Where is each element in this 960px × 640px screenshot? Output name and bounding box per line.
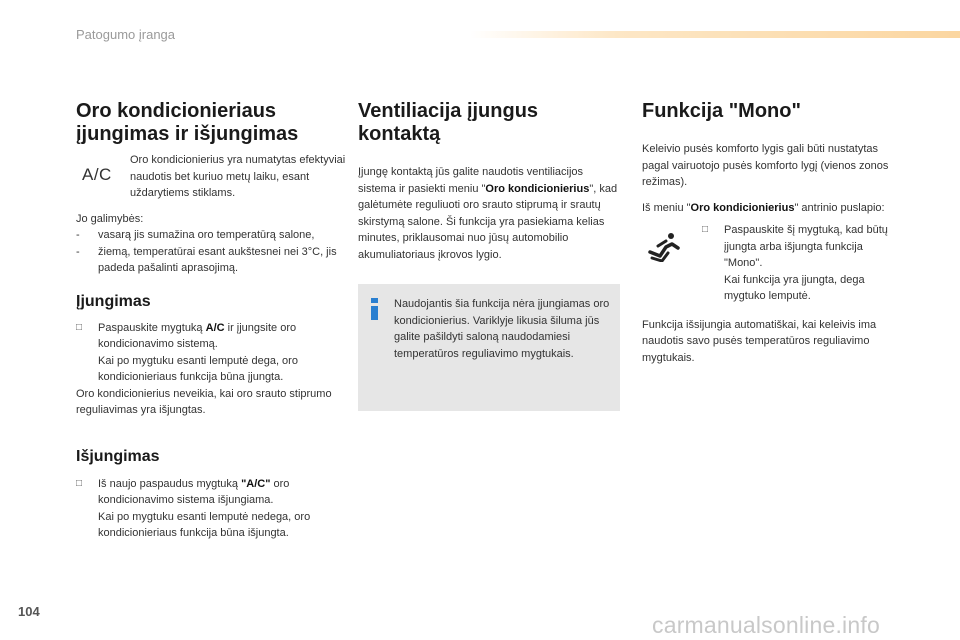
option-item: - vasarą jis sumažina oro temperatūrą salone, [76,229,315,241]
mono-step-text: Paspauskite šį mygtuką, kad būtų įjungta arba išjungta funkcija "Mono". [724,224,888,269]
page-number: 104 [18,604,40,619]
ventilation-section [358,100,623,263]
ac-button-icon: A/C [82,165,112,184]
off-step-note: Kai po mygtuku esanti lemputė nedega, oro kondicionieriaus funkcija būna išjungta. [98,510,311,539]
info-note-text: Naudojantis šia funkcija nėra įjungiamas oro kondicionierius. Variklyje likusia šiluma jūs galite pašildyti saloną naudodamiesi temperatūros reguliavimo mygtukais. [394,298,610,360]
on-step: □ Paspauskite mygtuką A/C ir įjungsite oro kondicionavimo sistemą. Kai po mygtuku esanti lemputė dega, oro kondicionieriaus funkcija būna įjungta. [76,320,346,386]
mono-step [642,222,892,305]
mono-heading: Funkcija "Mono" [642,100,801,122]
ventilation-heading: Ventiliacija įjungus kontaktą [358,100,539,145]
section-title: Patogumo įranga [76,27,176,42]
options-label: Jo galimybės: [76,212,144,225]
mono-menu-text: Iš meniu "Oro kondicionierius" antrinio puslapio: [642,201,885,214]
ac-heading: Oro kondicionieriaus įjungimas ir išjungimas [76,100,299,145]
ventilation-text: Įjungę kontaktą jūs galite naudotis ventiliacijos sistema ir pasiekti meniu "Oro kondicionierius", kad galėtumėte reguliuoti oro srauto stiprumą ir srautų skirstymą salone. Ši funkcija yra pasiekiama kelias minutes, priklausomai nuo jūsų automobilio akumuliatoriaus įkrovos lygio. [358,166,618,261]
on-step-note: Kai po mygtuku esanti lemputė dega, oro kondicionieriaus funkcija būna įjungta. [98,354,298,383]
watermark: carmanualsonline.info [652,612,880,638]
option-item: - žiemą, temperatūrai esant aukštesnei nei 3°C, jis padeda pašalinti aprasojimą. [76,245,337,274]
mono-closing: Funkcija išsijungia automatiškai, kai keleivis ima naudotis savo pusės temperatūros reguliavimo mygtukais. [642,318,877,364]
off-step: □ Iš naujo paspaudus mygtuką "A/C" oro kondicionavimo sistema išjungiama. Kai po mygtuku esanti lemputė nedega, oro kondicionieriaus funkcija būna išjungta. [76,476,346,542]
info-note-box [358,284,620,411]
mono-section [642,100,892,366]
ac-section [76,100,346,542]
header-accent-bar [470,31,960,38]
ac-intro-block [76,152,346,202]
info-icon [370,298,380,322]
on-note: Oro kondicionierius neveikia, kai oro srauto stiprumo reguliavimas yra išjungtas. [76,387,332,416]
off-heading: Išjungimas [76,447,160,465]
seat-mono-icon [642,222,702,305]
on-heading: Įjungimas [76,292,151,310]
mono-intro: Keleivio pusės komforto lygis gali būti nustatytas pagal vairuotojo pusės komforto lygį (vienos zonos režimas). [642,143,889,188]
checkbox-bullet-icon: □ [76,477,83,489]
checkbox-bullet-icon: □ [702,224,709,235]
checkbox-bullet-icon: □ [76,321,83,333]
ac-intro-text: Oro kondicionierius yra numatytas efektyviai naudotis bet kuriuo metų laiku, esant uždarytiems stiklams. [130,154,346,199]
page-header [0,0,960,60]
mono-step-note: Kai funkcija yra įjungta, dega mygtuko lemputė. [724,273,865,302]
